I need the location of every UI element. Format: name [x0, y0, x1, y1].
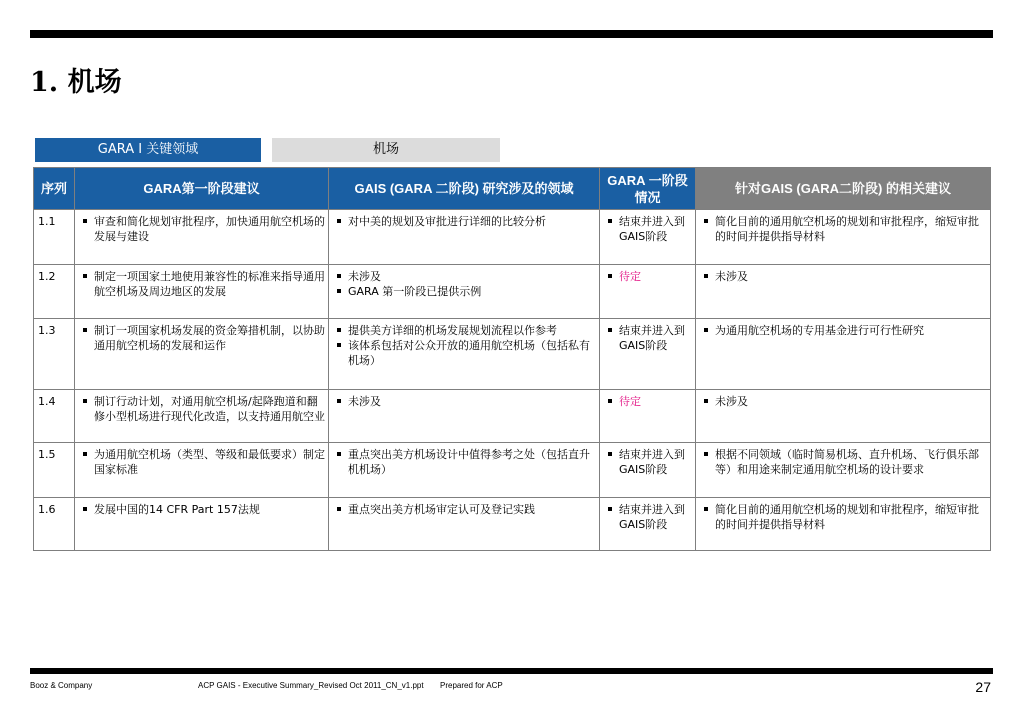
- table-row: [34, 443, 991, 498]
- bullet-item: 发展中国的14 CFR Part 157法规: [79, 502, 325, 517]
- bullet-item: 对中美的规划及审批进行详细的比较分析: [333, 214, 596, 229]
- bullet-item: 结束并进入到GAIS阶段: [604, 214, 692, 244]
- table-row: [34, 319, 991, 390]
- header-gais-recommendations: 针对GAIS (GARA二阶段) 的相关建议: [696, 168, 991, 210]
- status-pending: 待定: [604, 269, 692, 284]
- bottom-rule: [30, 668, 993, 674]
- bullet-item: 未涉及: [700, 394, 987, 409]
- status-cell: [600, 390, 696, 443]
- bullet-item: 结束并进入到GAIS阶段: [604, 502, 692, 532]
- bullet-item: 重点突出美方机场审定认可及登记实践: [333, 502, 596, 517]
- footer-filename: ACP GAIS - Executive Summary_Revised Oct 2011_CN_v1.ppt: [198, 681, 424, 690]
- row-id: 1.1: [34, 210, 75, 265]
- bullet-item: 该体系包括对公众开放的通用航空机场（包括私有机场）: [333, 338, 596, 368]
- status-cell: [600, 210, 696, 265]
- recs-cell: [696, 390, 991, 443]
- bullet-item: 未涉及: [333, 394, 596, 409]
- gara-cell: [75, 498, 329, 551]
- bullet-item: 提供美方详细的机场发展规划流程以作参考: [333, 323, 596, 338]
- gais-cell: [329, 443, 600, 498]
- bullet-item: 制订行动计划，对通用航空机场/起降跑道和翻修小型机场进行现代化改造，以支持通用航空业: [79, 394, 325, 424]
- gais-cell: [329, 498, 600, 551]
- page-number: 27: [975, 679, 991, 695]
- table-row: [34, 210, 991, 265]
- status-cell: [600, 443, 696, 498]
- gais-cell: [329, 210, 600, 265]
- header-gara-phase1: GARA第一阶段建议: [75, 168, 329, 210]
- gara-cell: [75, 265, 329, 319]
- status-pending: 待定: [604, 394, 692, 409]
- key-area-tab: GARA I 关键领域: [35, 138, 261, 162]
- header-seq: 序列: [34, 168, 75, 210]
- row-id: 1.3: [34, 319, 75, 390]
- bullet-item: 未涉及: [700, 269, 987, 284]
- row-id: 1.6: [34, 498, 75, 551]
- bullet-item: 为通用航空机场的专用基金进行可行性研究: [700, 323, 987, 338]
- gara-cell: [75, 390, 329, 443]
- footer-prepared: Prepared for ACP: [440, 681, 503, 690]
- recs-cell: [696, 443, 991, 498]
- gais-cell: [329, 319, 600, 390]
- bullet-item: 结束并进入到GAIS阶段: [604, 323, 692, 353]
- gais-cell: [329, 390, 600, 443]
- status-cell: [600, 319, 696, 390]
- bullet-item: 简化目前的通用航空机场的规划和审批程序，缩短审批的时间并提供指导材料: [700, 502, 987, 532]
- status-cell: [600, 265, 696, 319]
- top-rule: [30, 30, 993, 38]
- bullet-item: 根据不同领域（临时简易机场、直升机场、飞行俱乐部等）和用途来制定通用航空机场的设计要求: [700, 447, 987, 477]
- bullet-item: 未涉及: [333, 269, 596, 284]
- row-id: 1.5: [34, 443, 75, 498]
- gara-cell: [75, 443, 329, 498]
- row-id: 1.4: [34, 390, 75, 443]
- bullet-item: GARA 第一阶段已提供示例: [333, 284, 596, 299]
- bullet-item: 审查和简化规划审批程序，加快通用航空机场的发展与建设: [79, 214, 325, 244]
- status-cell: [600, 498, 696, 551]
- page-title: 1. 机场: [30, 67, 122, 98]
- header-gais-areas: GAIS (GARA 二阶段) 研究涉及的领域: [329, 168, 600, 210]
- bullet-item: 结束并进入到GAIS阶段: [604, 447, 692, 477]
- table-header-row: [34, 168, 991, 210]
- header-gara-status: GARA 一阶段情况: [600, 168, 696, 210]
- topic-tab: 机场: [272, 138, 500, 162]
- bullet-item: 为通用航空机场（类型、等级和最低要求）制定国家标准: [79, 447, 325, 477]
- recs-cell: [696, 319, 991, 390]
- row-id: 1.2: [34, 265, 75, 319]
- recommendations-table: [33, 167, 991, 551]
- gais-cell: [329, 265, 600, 319]
- table-row: [34, 390, 991, 443]
- recs-cell: [696, 210, 991, 265]
- gara-cell: [75, 319, 329, 390]
- recs-cell: [696, 265, 991, 319]
- bullet-item: 重点突出美方机场设计中值得参考之处（包括直升机机场）: [333, 447, 596, 477]
- gara-cell: [75, 210, 329, 265]
- table-row: [34, 498, 991, 551]
- recs-cell: [696, 498, 991, 551]
- footer-company: Booz & Company: [30, 681, 93, 690]
- bullet-item: 制订一项国家机场发展的资金筹措机制，以协助通用航空机场的发展和运作: [79, 323, 325, 353]
- table-row: [34, 265, 991, 319]
- table-body: [34, 210, 991, 551]
- bullet-item: 简化目前的通用航空机场的规划和审批程序，缩短审批的时间并提供指导材料: [700, 214, 987, 244]
- bullet-item: 制定一项国家土地使用兼容性的标准来指导通用航空机场及周边地区的发展: [79, 269, 325, 299]
